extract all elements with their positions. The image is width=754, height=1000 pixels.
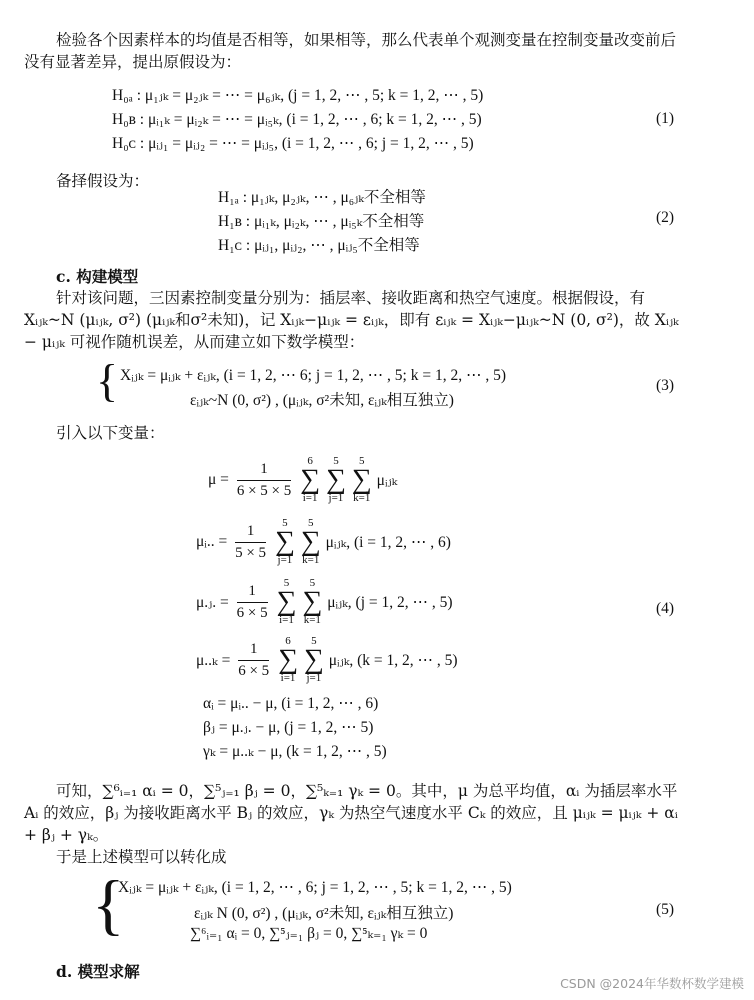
- eq4-muj-sum-i: 5 ∑ i=1: [276, 577, 297, 626]
- eq4-mui-row: [196, 518, 451, 566]
- eq5-line-a: Xᵢⱼₖ = μᵢⱼₖ + εᵢⱼₖ, (i = 1, 2, ⋯ , 6; j = 1, 2, ⋯ , 5; k = 1, 2, ⋯ , 5): [118, 879, 512, 896]
- eq4-mui-lhs: μᵢ.. =: [196, 533, 228, 550]
- eq4-mui-sum-j: 5 ∑ j=1: [274, 517, 295, 566]
- eq4-muk-lhs: μ..ₖ =: [196, 651, 231, 669]
- eq1-line-c: H₀ᴄ : μᵢⱼ₁ = μᵢⱼ₂ = ⋯ = μᵢⱼ₅, (i = 1, 2, ⋯ , 6; j = 1, 2, ⋯ , 5): [112, 135, 474, 152]
- eq4-mu-fraction: [237, 461, 291, 500]
- transform-paragraph: 于是上述模型可以转化成: [56, 848, 227, 866]
- eq2-line-b: H₁ʙ : μᵢ₁ₖ, μᵢ₂ₖ, ⋯ , μᵢ₅ₖ不全相等: [218, 213, 425, 230]
- section-d-heading: d. 模型求解: [56, 962, 140, 981]
- eq2-number: (2): [655, 209, 675, 226]
- eq5-line-b: εᵢⱼₖ N (0, σ²) , (μᵢⱼₖ, σ²未知, εᵢⱼₖ相互独立): [194, 905, 454, 922]
- eq2-line-c: H₁ᴄ : μᵢⱼ₁, μᵢⱼ₂, ⋯ , μᵢⱼ₅不全相等: [218, 237, 420, 254]
- eq4-muj-sum-k: 5 ∑ k=1: [302, 577, 323, 626]
- eq4-mu-numerator: 1: [237, 461, 291, 481]
- eq4-mu-lhs: μ =: [208, 471, 229, 488]
- eq1-line-b: H₀ʙ : μᵢ₁ₖ = μᵢ₂ₖ = ⋯ = μᵢ₅ₖ, (i = 1, 2, ⋯ , 6; k = 1, 2, ⋯ , 5): [112, 111, 482, 128]
- eq1-number: (1): [655, 110, 675, 127]
- eq5-brace: {: [92, 866, 125, 942]
- eq3-line-b: εᵢⱼₖ~N (0, σ²) , (μᵢⱼₖ, σ²未知, εᵢⱼₖ相互独立): [190, 392, 454, 409]
- eq4-muk-row: [196, 636, 458, 684]
- eq4-mui-sum-k: 5 ∑ k=1: [300, 517, 321, 566]
- eq4-mu-denominator: 6 × 5 × 5: [236, 482, 292, 499]
- eq1-line-a: H₀ₐ : μ₁ⱼₖ = μ₂ⱼₖ = ⋯ = μ₆ⱼₖ, (j = 1, 2, ⋯ , 5; k = 1, 2, ⋯ , 5): [112, 87, 484, 104]
- intro-paragraph: 检验各个因素样本的均值是否相等，如果相等，那么代表单个观测变量在控制变量改变前后没有显著差异，提出原假设为：: [24, 31, 677, 71]
- eq4-beta: βⱼ = μ.ⱼ. − μ, (j = 1, 2, ⋯ 5): [203, 719, 374, 736]
- eq3-line-a: Xᵢⱼₖ = μᵢⱼₖ + εᵢⱼₖ, (i = 1, 2, ⋯ 6; j = 1, 2, ⋯ , 5; k = 1, 2, ⋯ , 5): [120, 367, 506, 384]
- section-c-heading: c. 构建模型: [56, 267, 139, 286]
- eq5-line-c: ∑⁶ᵢ₌₁ αᵢ = 0, ∑⁵ⱼ₌₁ βⱼ = 0, ∑⁵ₖ₌₁ γₖ = 0: [190, 925, 428, 942]
- eq4-muj-row: [196, 578, 453, 626]
- eq4-number: (4): [655, 600, 675, 617]
- eq2-line-a: H₁ₐ : μ₁ⱼₖ, μ₂ⱼₖ, ⋯ , μ₆ⱼₖ不全相等: [218, 189, 426, 206]
- eq4-mu-tail: μᵢⱼₖ: [376, 471, 398, 489]
- eq4-muj-fraction: $\frac{1}{6 \times 5}$: [236, 582, 268, 621]
- eq3-brace: {: [96, 355, 119, 406]
- eq4-alpha: αᵢ = μᵢ.. − μ, (i = 1, 2, ⋯ , 6): [203, 695, 379, 712]
- eq4-muj-lhs: μ.ⱼ. =: [196, 593, 229, 611]
- eq4-mu-sum-i: 6 ∑ i=1: [300, 455, 321, 504]
- eq4-muk-tail: μᵢⱼₖ, (k = 1, 2, ⋯ , 5): [328, 651, 458, 669]
- eq4-mui-fraction: $\frac{1}{5 \times 5}$: [235, 522, 267, 561]
- eq4-mu-sum-j: 5 ∑ j=1: [325, 455, 346, 504]
- eq4-muk-sum-i: 6 ∑ i=1: [278, 635, 299, 684]
- eq3-number: (3): [655, 377, 675, 394]
- eq4-gamma: γₖ = μ..ₖ − μ, (k = 1, 2, ⋯ , 5): [203, 743, 387, 760]
- alt-hypothesis-label: 备择假设为：: [56, 172, 150, 190]
- model-paragraph: 针对该问题，三因素控制变量分别为：插层率、接收距离和热空气速度。根据假设，有 Xᵢⱼₖ~N (μᵢⱼₖ, σ²) (μᵢⱼₖ和σ²未知)，记 Xᵢⱼₖ−μᵢⱼₖ = εᵢⱼₖ，即有 εᵢⱼₖ = Xᵢⱼₖ−μᵢⱼₖ~N (0, σ²)，故 Xᵢⱼₖ − μᵢⱼₖ 可视作随机误差，从而建立如下数学模型：: [24, 289, 679, 351]
- eq4-muj-tail: μᵢⱼₖ, (j = 1, 2, ⋯ , 5): [327, 593, 453, 611]
- eq4-mu-row: [208, 456, 397, 504]
- variables-label: 引入以下变量：: [56, 424, 165, 442]
- known-paragraph: 可知，∑⁶ᵢ₌₁ αᵢ = 0，∑⁵ⱼ₌₁ βⱼ = 0，∑⁵ₖ₌₁ γₖ = 0。其中，μ 为总平均值，αᵢ 为插层率水平 Aᵢ 的效应，βⱼ 为接收距离水平 Bⱼ 的效应，γₖ 为热空气速度水平 Cₖ 的效应，且 μᵢⱼₖ = μᵢⱼₖ + αᵢ + βⱼ + γₖ。: [24, 782, 678, 844]
- eq4-mu-sum-k: 5 ∑ k=1: [351, 455, 372, 504]
- eq5-number: (5): [655, 901, 675, 918]
- eq4-muk-fraction: $\frac{1}{6 \times 5}$: [238, 640, 270, 679]
- csdn-watermark: CSDN @2024年华数杯数学建模: [560, 976, 744, 991]
- eq4-mui-tail: μᵢⱼₖ, (i = 1, 2, ⋯ , 6): [325, 533, 451, 551]
- eq4-muk-sum-j: 5 ∑ j=1: [303, 635, 324, 684]
